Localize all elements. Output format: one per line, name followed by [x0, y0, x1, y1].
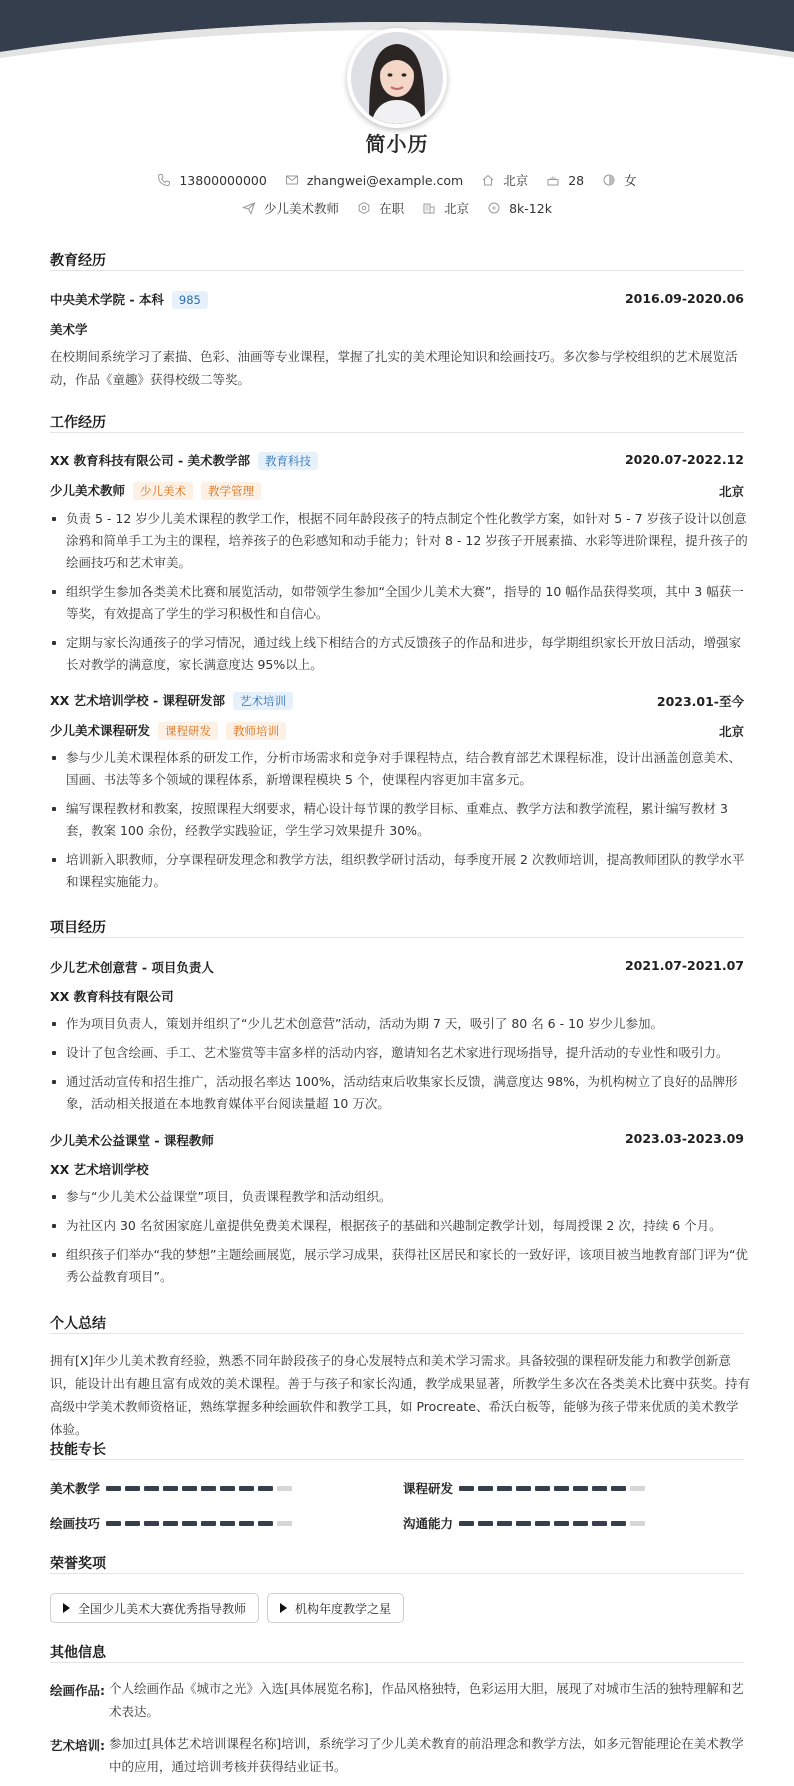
- skill-item: [403, 1479, 649, 1497]
- city-text: 北京: [444, 201, 470, 216]
- skill-segment: [630, 1486, 645, 1491]
- play-icon: [280, 1603, 287, 1613]
- skill-segment: [592, 1486, 607, 1491]
- send-icon: [242, 201, 256, 215]
- phone-text: 13800000000: [179, 172, 267, 188]
- section-divider: [50, 1662, 744, 1663]
- skill-item: [50, 1514, 296, 1532]
- skill-segment: [163, 1521, 178, 1526]
- gender-icon: [602, 173, 616, 187]
- skill-segment: [106, 1486, 121, 1491]
- contact-row: [0, 171, 794, 189]
- skill-segment: [163, 1486, 178, 1491]
- role-tag: 教学管理: [201, 482, 261, 500]
- list-item: 组织孩子们举办“我的梦想”主题绘画展览，展示学习成果，获得社区居民和家长的一致好评，该项目被当地教育部门评为“优秀公益教育项目”。: [50, 1244, 750, 1288]
- project-bullets: [50, 1013, 750, 1122]
- skill-segment: [573, 1521, 588, 1526]
- job-role: [50, 481, 261, 500]
- mail-icon: [285, 173, 299, 187]
- skill-segment: [478, 1521, 493, 1526]
- skill-segment: [516, 1521, 531, 1526]
- salary-item: [487, 201, 552, 216]
- skill-segment: [611, 1486, 626, 1491]
- company-tag: 教育科技: [258, 452, 318, 470]
- skill-segment: [239, 1521, 254, 1526]
- skill-segment: [182, 1521, 197, 1526]
- skill-segment: [459, 1486, 474, 1491]
- list-item: 为社区内 30 名贫困家庭儿童提供免费美术课程，根据孩子的基础和兴趣制定教学计划，每周授课 2 次，持续 6 个月。: [50, 1215, 750, 1237]
- education-major: 美术学: [50, 322, 88, 337]
- section-divider: [50, 270, 744, 271]
- education-description: 在校期间系统学习了素描、色彩、油画等专业课程，掌握了扎实的美术理论知识和绘画技巧。多次参与学校组织的艺术展览活动，作品《童趣》获得校级二等奖。: [50, 349, 738, 387]
- list-item: 编写课程教材和教案，按照课程大纲要求，精心设计每节课的教学目标、重难点、教学方法和教学流程，累计编写教材 3 套，教案 100 余份，经教学实践验证，学生学习效果提升 30%。: [50, 798, 750, 842]
- job-bullets: [50, 747, 750, 900]
- skill-segment: [535, 1486, 550, 1491]
- email-text: zhangwei@example.com: [306, 172, 464, 188]
- role-tag: 教师培训: [226, 722, 286, 740]
- skill-segment: [258, 1486, 273, 1491]
- job-date: 2020.07-2022.12: [624, 452, 744, 467]
- skill-segment: [125, 1486, 140, 1491]
- email-item: [285, 173, 463, 188]
- age-item: [546, 173, 584, 188]
- skill-segment: [220, 1521, 235, 1526]
- gender-text: 女: [624, 173, 637, 188]
- project-name: 少儿艺术创意营 - 项目负责人: [50, 960, 214, 975]
- section-divider: [50, 937, 744, 938]
- job-city: 北京: [718, 724, 744, 739]
- skill-segment: [516, 1486, 531, 1491]
- skill-segment: [239, 1486, 254, 1491]
- skill-segment: [125, 1521, 140, 1526]
- cake-icon: [546, 173, 560, 187]
- school-tag: 985: [172, 291, 208, 309]
- honor-badge: [50, 1593, 259, 1623]
- hometown-text: 北京: [503, 173, 529, 188]
- section-divider: [50, 1573, 744, 1574]
- section-title-skills: 技能专长: [50, 1442, 106, 1458]
- other-text: 个人绘画作品《城市之光》入选[具体展览名称]，作品风格独特，色彩运用大胆，展现了对城市生活的独特理解和艺术表达。: [109, 1681, 744, 1719]
- avatar: [347, 28, 447, 128]
- school-name: 中央美术学院 - 本科: [50, 292, 164, 307]
- skill-segment: [554, 1486, 569, 1491]
- skill-segment: [459, 1521, 474, 1526]
- list-item: 设计了包含绘画、手工、艺术鉴赏等丰富多样的活动内容，邀请知名艺术家进行现场指导，提升活动的专业性和吸引力。: [50, 1042, 750, 1064]
- skill-segment: [478, 1486, 493, 1491]
- summary-text: 拥有[X]年少儿美术教育经验，熟悉不同年龄段孩子的身心发展特点和美术学习需求。具备较强的课程研发能力和教学创新意识，能设计出有趣且富有成效的美术课程。善于与孩子和家长沟通，教学成果显著，所教学生多次在各类美术比赛中获奖。持有高级中学美术教师资格证，熟练掌握多种绘画软件和教学工具，如 Procreate、希沃白板等，能够为孩子带来优质的美术教学体验。: [50, 1353, 751, 1437]
- position-item: [242, 199, 339, 217]
- skill-segment: [535, 1521, 550, 1526]
- section-title-honors: 荣誉奖项: [50, 1556, 106, 1572]
- skill-name: 沟通能力: [403, 1516, 454, 1531]
- status-text: 在职: [379, 201, 405, 216]
- section-divider: [50, 432, 744, 433]
- list-item: 负责 5 - 12 岁少儿美术课程的教学工作，根据不同年龄段孩子的特点制定个性化教学方案，如针对 5 - 7 岁孩子设计以创意涂鸦和简单手工为主的课程，培养孩子的色彩感知和动手能力；针对 8 - 12 岁孩子开展素描、水彩等进阶课程，提升孩子的绘画技巧和艺术审美。: [50, 508, 750, 574]
- phone-icon: [157, 173, 171, 187]
- section-title-summary: 个人总结: [50, 1316, 106, 1332]
- job-role: [50, 721, 286, 740]
- skill-bar: [106, 1486, 296, 1491]
- skill-item: [50, 1479, 296, 1497]
- skill-segment: [144, 1521, 159, 1526]
- section-title-other: 其他信息: [50, 1645, 106, 1661]
- skill-segment: [611, 1521, 626, 1526]
- skill-segment: [106, 1521, 121, 1526]
- job-bullets: [50, 508, 750, 683]
- list-item: 作为项目负责人，策划并组织了“少儿艺术创意营”活动，活动为期 7 天，吸引了 80 名 6 - 10 岁少儿参加。: [50, 1013, 750, 1035]
- honor-badge: [267, 1593, 404, 1623]
- salary-text: 8k-12k: [509, 200, 552, 216]
- skill-segment: [220, 1486, 235, 1491]
- project-date: 2021.07-2021.07: [624, 958, 744, 973]
- city-item: [422, 199, 469, 217]
- phone-item: [157, 173, 266, 188]
- skill-segment: [630, 1521, 645, 1526]
- honor-text: 机构年度教学之星: [295, 1601, 392, 1616]
- project-name: 少儿美术公益课堂 - 课程教师: [50, 1133, 214, 1148]
- job-intent-row: [0, 199, 794, 217]
- company-tag: 艺术培训: [233, 692, 293, 710]
- project-date: 2023.03-2023.09: [624, 1131, 744, 1146]
- skill-segment: [592, 1521, 607, 1526]
- other-label: 绘画作品:: [50, 1683, 105, 1698]
- role-name: 少儿美术课程研发: [50, 723, 151, 738]
- section-divider: [50, 1459, 744, 1460]
- gender-item: [602, 171, 637, 189]
- list-item: 参与“少儿美术公益课堂”项目，负责课程教学和活动组织。: [50, 1186, 750, 1208]
- company-name: XX 艺术培训学校 - 课程研发部: [50, 693, 226, 708]
- job-date: 2023.01-至今: [656, 694, 744, 709]
- skill-bar: [106, 1521, 296, 1526]
- skill-segment: [182, 1486, 197, 1491]
- settings-icon: [357, 201, 371, 215]
- job-company: [50, 691, 293, 710]
- home-icon: [481, 173, 495, 187]
- skill-segment: [277, 1521, 292, 1526]
- other-label: 艺术培训:: [50, 1738, 105, 1753]
- candidate-name: 简小历: [365, 132, 429, 156]
- position-text: 少儿美术教师: [264, 201, 340, 216]
- skill-segment: [554, 1521, 569, 1526]
- section-divider: [50, 1333, 744, 1334]
- education-school: [50, 290, 208, 309]
- skill-name: 课程研发: [403, 1481, 454, 1496]
- skill-segment: [258, 1521, 273, 1526]
- skill-segment: [497, 1521, 512, 1526]
- role-tag: 少儿美术: [133, 482, 193, 500]
- skill-segment: [277, 1486, 292, 1491]
- education-date: 2016.09-2020.06: [624, 291, 744, 306]
- skill-name: 美术教学: [50, 1481, 101, 1496]
- skill-name: 绘画技巧: [50, 1516, 101, 1531]
- skill-item: [403, 1514, 649, 1532]
- coin-icon: [487, 201, 501, 215]
- hometown-item: [481, 171, 528, 189]
- list-item: 参与少儿美术课程体系的研发工作，分析市场需求和竞争对手课程特点，结合教育部艺术课程标准，设计出涵盖创意美术、国画、书法等多个领域的课程体系，新增课程模块 5 个，使课程内容更加丰富多元。: [50, 747, 750, 791]
- job-city: 北京: [718, 484, 744, 499]
- play-icon: [63, 1603, 70, 1613]
- list-item: 培训新入职教师，分享课程研发理念和教学方法，组织教学研讨活动，每季度开展 2 次教师培训，提高教师团队的教学水平和课程实施能力。: [50, 849, 750, 893]
- skill-segment: [201, 1521, 216, 1526]
- skill-segment: [201, 1486, 216, 1491]
- list-item: 通过活动宣传和招生推广，活动报名率达 100%，活动结束后收集家长反馈，满意度达 98%，为机构树立了良好的品牌形象，活动相关报道在本地教育媒体平台阅读量超 10 万次。: [50, 1071, 750, 1115]
- section-title-projects: 项目经历: [50, 920, 106, 936]
- project-org: XX 教育科技有限公司: [50, 989, 174, 1004]
- skill-segment: [497, 1486, 512, 1491]
- company-name: XX 教育科技有限公司 - 美术教学部: [50, 453, 251, 468]
- status-item: [357, 199, 404, 217]
- building-icon: [422, 201, 436, 215]
- honor-text: 全国少儿美术大赛优秀指导教师: [78, 1601, 247, 1616]
- project-org: XX 艺术培训学校: [50, 1162, 149, 1177]
- list-item: 组织学生参加各类美术比赛和展览活动，如带领学生参加“全国少儿美术大赛”，指导的 10 幅作品获得奖项，其中 3 幅获一等奖，有效提高了学生的学习积极性和自信心。: [50, 581, 750, 625]
- job-company: [50, 451, 318, 470]
- skill-segment: [144, 1486, 159, 1491]
- project-bullets: [50, 1186, 750, 1295]
- role-tag: 课程研发: [158, 722, 218, 740]
- list-item: 定期与家长沟通孩子的学习情况，通过线上线下相结合的方式反馈孩子的作品和进步，每学期组织家长开放日活动，增强家长对教学的满意度，家长满意度达 95%以上。: [50, 632, 750, 676]
- skill-segment: [573, 1486, 588, 1491]
- skill-bar: [459, 1486, 649, 1491]
- skill-bar: [459, 1521, 649, 1526]
- role-name: 少儿美术教师: [50, 483, 126, 498]
- section-title-education: 教育经历: [50, 253, 106, 269]
- other-text: 参加过[具体艺术培训课程名称]培训，系统学习了少儿美术教育的前沿理念和教学方法，如多元智能理论在美术教学中的应用，通过培训考核并获得结业证书。: [109, 1736, 744, 1774]
- age-text: 28: [568, 172, 585, 188]
- section-title-work: 工作经历: [50, 415, 106, 431]
